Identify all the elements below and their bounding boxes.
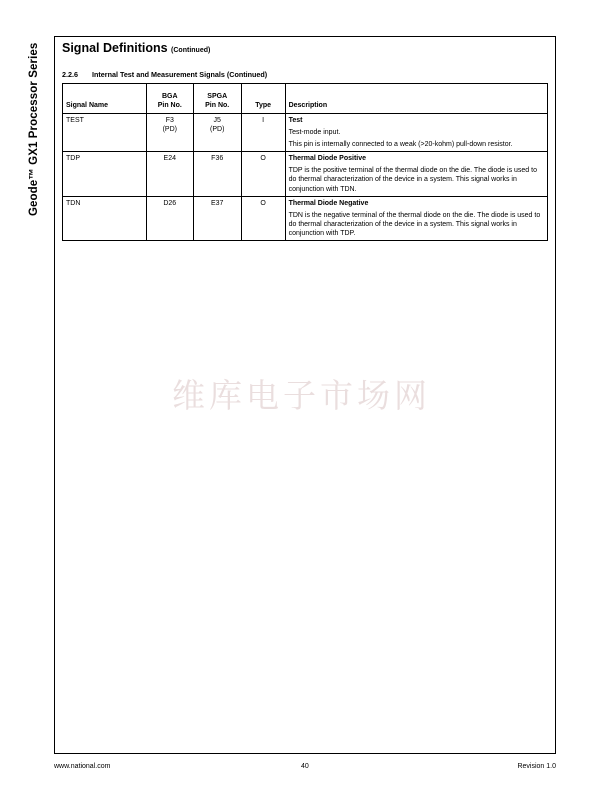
cell-type: O xyxy=(241,152,285,196)
cell-bga-pin: D26 xyxy=(163,199,177,207)
cell-spga-note: (PD) xyxy=(210,126,225,134)
header-signal-name: Signal Name xyxy=(63,84,147,114)
cell-spga-pin: E37 xyxy=(210,199,224,207)
description-text: This pin is internally connected to a weak (>20-kohm) pull-down resistor. xyxy=(288,141,513,149)
description-title: Test xyxy=(288,117,303,124)
cell-type: I xyxy=(241,114,285,152)
header-bga xyxy=(146,84,193,114)
cell-bga xyxy=(146,196,193,240)
watermark: 维库电子市场网 xyxy=(172,376,431,415)
header-description: Description xyxy=(285,84,547,114)
cell-bga-note: (PD) xyxy=(162,126,177,134)
signal-table xyxy=(62,83,548,241)
header-spga-line1: SPGA xyxy=(207,92,228,100)
table-header-row xyxy=(63,84,548,114)
cell-spga xyxy=(193,196,241,240)
footer-website: www.national.com xyxy=(54,763,111,770)
cell-bga-pin: F3 xyxy=(165,117,174,124)
side-title xyxy=(28,36,46,216)
cell-spga-pin: J5 xyxy=(213,117,221,124)
footer-page-number: 40 xyxy=(301,763,309,770)
description-title: Thermal Diode Negative xyxy=(288,199,369,207)
cell-type: O xyxy=(241,196,285,240)
description-title: Thermal Diode Positive xyxy=(288,155,367,163)
page-title-text: Signal Definitions xyxy=(62,41,168,55)
cell-bga xyxy=(146,114,193,152)
section-title: Internal Test and Measurement Signals (Continued) xyxy=(92,70,268,79)
section-number: 2.2.6 xyxy=(62,70,78,79)
header-spga xyxy=(193,84,241,114)
description-text: TDN is the negative terminal of the thermal diode on the die. The diode is used to do thermal characterization of the device in a system. This signal works in conjunction with TDP. xyxy=(288,211,541,237)
description-text: Test-mode input. xyxy=(288,129,341,137)
header-bga-line2: Pin No. xyxy=(157,101,182,109)
description-text: TDP is the positive terminal of the thermal diode on the die. The diode is used to do thermal characterization of the device in a system. This signal works in conjunction with TDN. xyxy=(288,167,537,193)
table-row xyxy=(63,152,548,196)
side-title-text: Geode™ GX1 Processor Series xyxy=(28,42,40,216)
cell-description xyxy=(285,196,547,240)
cell-bga-pin: E24 xyxy=(163,155,177,163)
cell-spga xyxy=(193,152,241,196)
cell-description xyxy=(285,114,547,152)
cell-spga xyxy=(193,114,241,152)
page-title-continued: (Continued) xyxy=(171,47,211,54)
table-row xyxy=(63,114,548,152)
header-type: Type xyxy=(241,84,285,114)
cell-signal-name: TDN xyxy=(63,196,147,240)
cell-signal-name: TEST xyxy=(63,114,147,152)
header-spga-line2: Pin No. xyxy=(205,101,230,109)
cell-signal-name: TDP xyxy=(63,152,147,196)
footer-revision: Revision 1.0 xyxy=(517,763,556,770)
page-title xyxy=(62,41,210,55)
header-bga-line1: BGA xyxy=(162,92,178,100)
table-row xyxy=(63,196,548,240)
cell-bga xyxy=(146,152,193,196)
cell-description xyxy=(285,152,547,196)
section-heading xyxy=(62,70,267,79)
cell-spga-pin: F36 xyxy=(211,155,224,163)
